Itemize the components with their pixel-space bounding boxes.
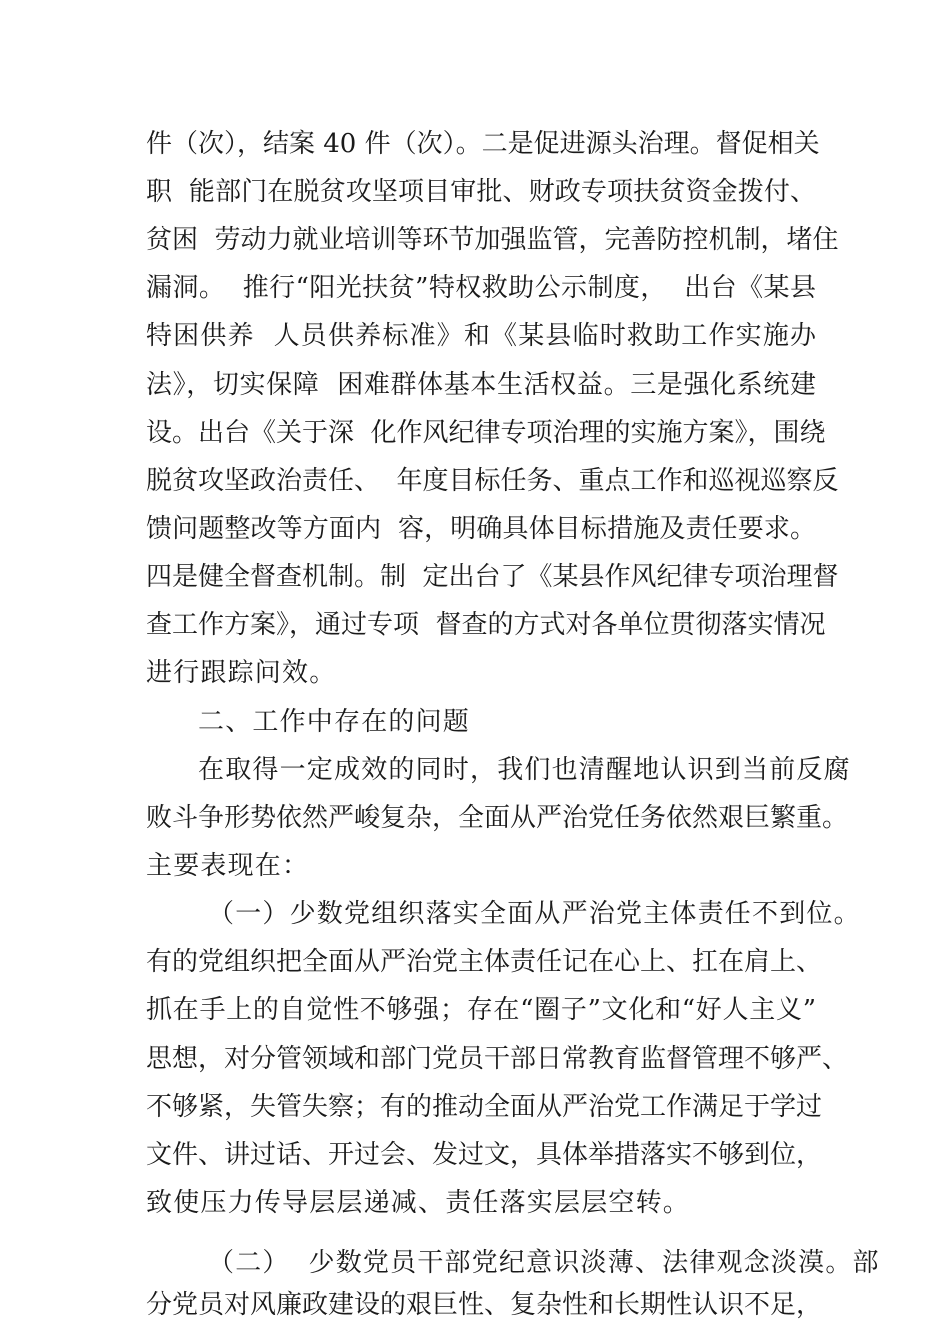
body-text-line: 败斗争形势依然严峻复杂，全面从严治党任务依然艰巨繁重。	[146, 803, 849, 833]
body-text-line: 件（次），结案 40 件（次）。二是促进源头治理。督促相关	[146, 129, 820, 159]
body-text-line: 文件、讲过话、开过会、发过文，具体举措落实不够到位，	[146, 1140, 823, 1170]
body-text-line: 脱贫攻坚政治责任、 年度目标任务、重点工作和巡视巡察反	[146, 466, 839, 496]
body-text-line: 有的党组织把全面从严治党主体责任记在心上、扛在肩上、	[146, 947, 823, 977]
body-text-line: 贫困 劳动力就业培训等环节加强监管，完善防控机制，堵住	[146, 225, 839, 255]
body-text-line: 致使压力传导层层递减、责任落实层层空转。	[146, 1188, 691, 1218]
paragraph-first-line: 在取得一定成效的同时，我们也清醒地认识到当前反腐	[198, 755, 851, 785]
body-text-line: 思想，对分管领域和部门党员干部日常教育监督管理不够严、	[146, 1044, 849, 1074]
body-text-line: 主要表现在：	[146, 851, 310, 881]
body-text-line: 查工作方案》，通过专项 督查的方式对各单位贯彻落实情况	[146, 610, 826, 640]
body-text-line: 职 能部门在脱贫攻坚项目审批、财政专项扶贫资金拨付、	[146, 177, 816, 207]
body-text-line: 四是健全督查机制。制 定出台了《某县作风纪律专项治理督	[146, 562, 839, 592]
body-text-line: 进行跟踪问效。	[146, 658, 337, 688]
subsection-heading-2: （二） 少数党员干部党纪意识淡薄、法律观念淡漠。部	[208, 1248, 880, 1278]
body-text-line: 馈问题整改等方面内 容，明确具体目标措施及责任要求。	[146, 514, 816, 544]
body-text-line: 特困供养 人员供养标准》和《某县临时救助工作实施办	[146, 321, 816, 351]
body-text-line: 设。出台《关于深 化作风纪律专项治理的实施方案》，围绕	[146, 418, 826, 448]
section-heading: 二、工作中存在的问题	[198, 707, 471, 737]
body-text-line: 不够紧，失管失察；有的推动全面从严治党工作满足于学过	[146, 1092, 823, 1122]
body-text-line: 漏洞。 推行“阳光扶贫”特权救助公示制度， 出台《某县	[146, 273, 816, 303]
body-text-line: 分党员对风廉政建设的艰巨性、复杂性和长期性认识不足，	[146, 1290, 823, 1320]
body-text-line: 法》，切实保障 困难群体基本生活权益。三是强化系统建	[146, 370, 816, 400]
body-text-line: 抓在手上的自觉性不够强；存在“圈子”文化和“好人主义”	[146, 995, 816, 1025]
subsection-heading-1: （一）少数党组织落实全面从严治党主体责任不到位。	[208, 899, 861, 929]
